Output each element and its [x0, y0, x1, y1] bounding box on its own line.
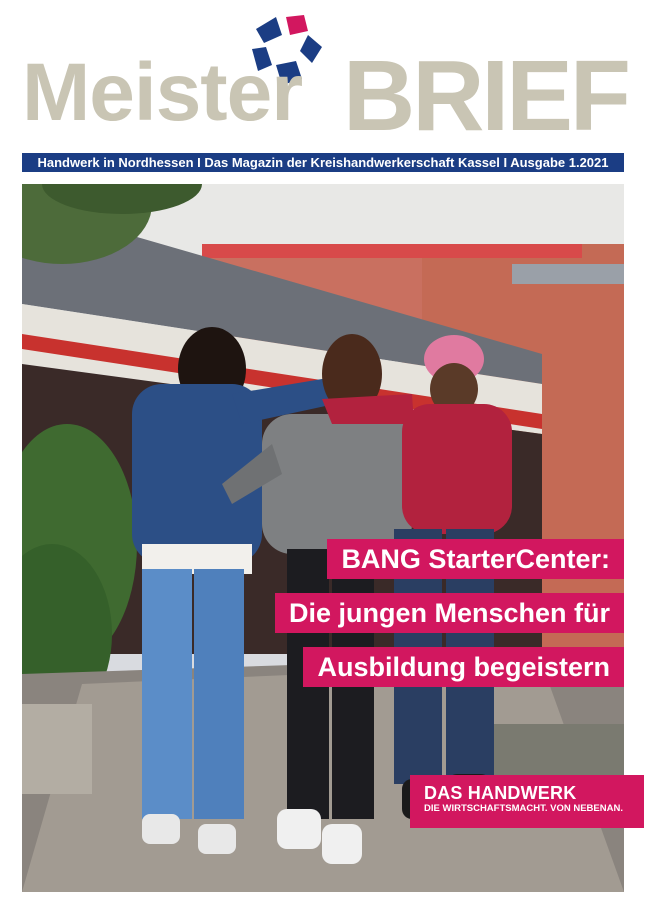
das-handwerk-badge [410, 775, 644, 828]
headline-line-1: BANG StarterCenter: [327, 539, 624, 579]
headline-line-3: Ausbildung begeistern [303, 647, 624, 687]
masthead-brief: BRIEF [343, 40, 628, 152]
strap-line: Handwerk in Nordhessen I Das Magazin der Kreishandwerkerschaft Kassel I Ausgabe 1.2021 [22, 153, 624, 172]
badge-subtitle: DIE WIRTSCHAFTSMACHT. VON NEBENAN. [424, 803, 623, 814]
badge-title: DAS HANDWERK [424, 783, 577, 803]
headline-line-2: Die jungen Menschen für [275, 593, 624, 633]
masthead-meister: Meister [22, 47, 303, 138]
